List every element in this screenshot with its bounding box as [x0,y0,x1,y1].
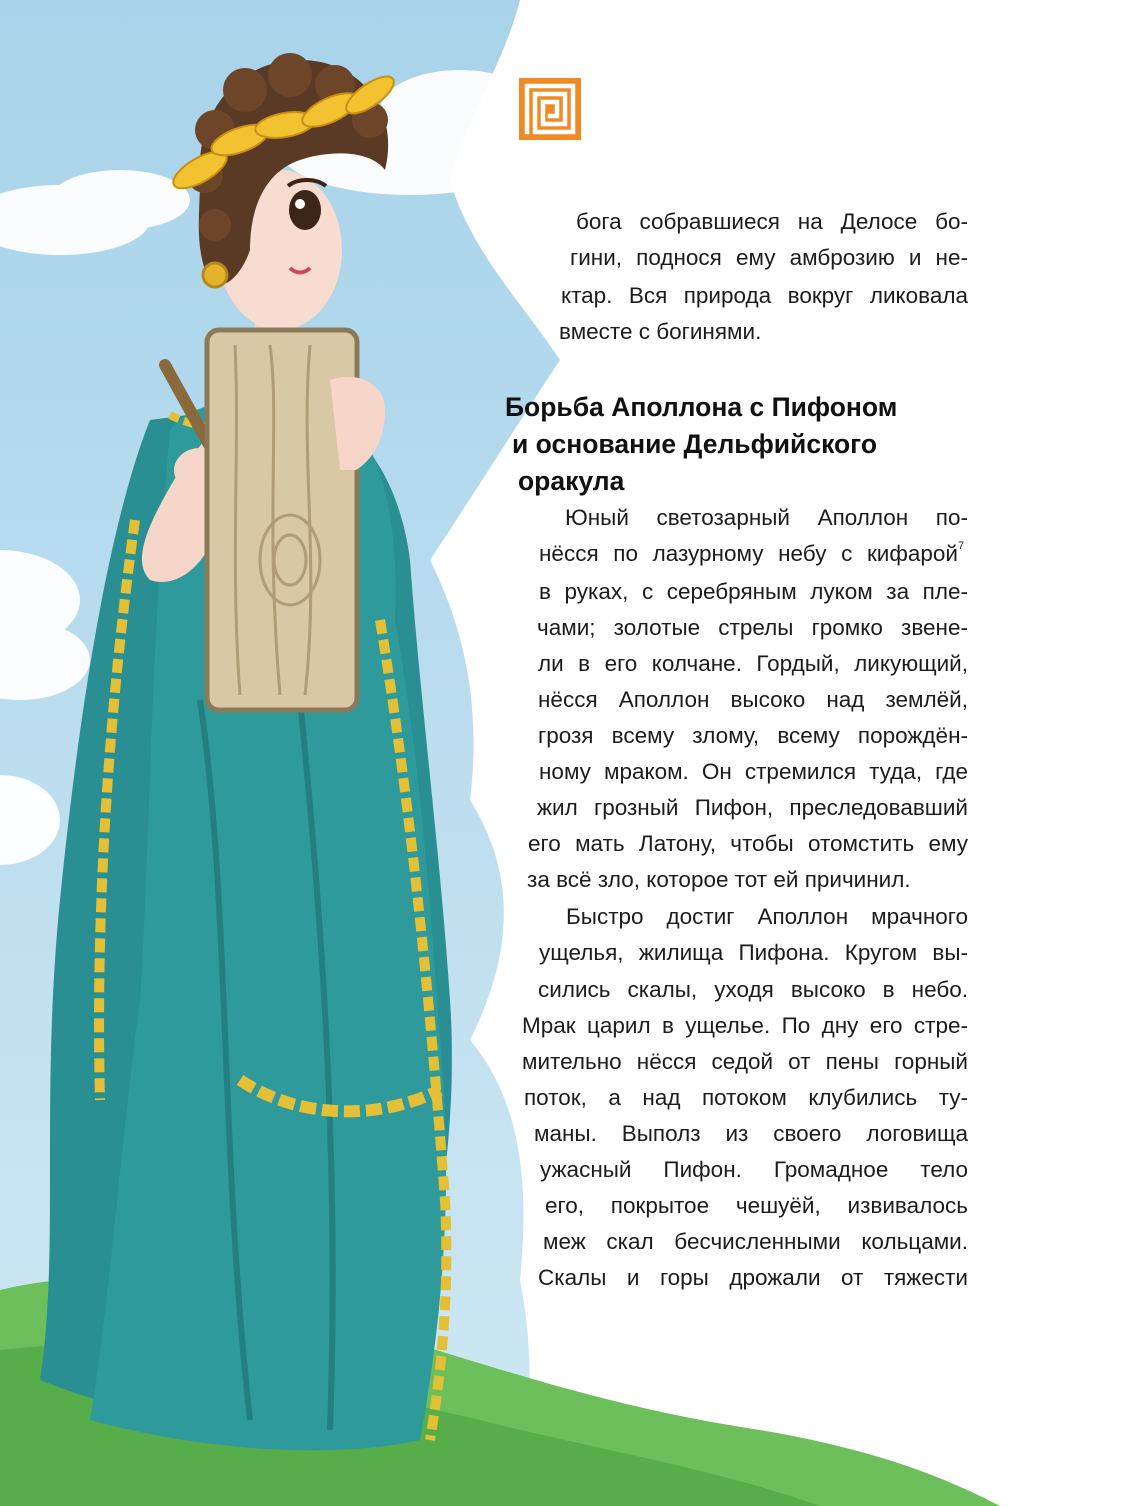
text-line: нёсся по лазурному небу с кифарой [539,541,958,566]
text-line: ктар. Вся природа вокруг ликовала [561,283,968,308]
text-line: мительно нёсся седой от пены горный [522,1049,968,1074]
text-line: его мать Латону, чтобы отомстить ему [528,831,968,856]
text-line: ли в его колчане. Гордый, ликующий, [538,651,968,676]
text-line: Быстро достиг Аполлон мрачного [566,904,968,929]
text-line: грозя всему злому, всему порождён- [538,723,968,748]
text-line: нёсся Аполлон высоко над землёй, [538,687,968,712]
text-line: ужасный Пифон. Громадное тело [540,1157,968,1182]
section-title: Борьба Аполлона с Пифоном [505,392,898,422]
text-line: вместе с богинями. [559,319,762,344]
text-line: маны. Выполз из своего логовища [534,1121,968,1146]
text-line: за всё зло, которое тот ей причинил. [527,867,911,892]
text-line: его, покрытое чешуёй, извивалось [545,1193,968,1218]
text-line: меж скал бесчисленными кольцами. [543,1229,968,1254]
text-line: Мрак царил в ущелье. По дну его стре- [522,1013,968,1038]
text-line: Юный светозарный Аполлон по- [565,505,968,530]
text-line: сились скалы, уходя высоко в небо. [538,977,968,1002]
text-line: в руках, с серебряным луком за пле- [539,579,968,604]
section-title: оракула [518,466,625,496]
text-line: поток, а над потоком клубились ту- [524,1085,968,1110]
text-line: бога собравшиеся на Делосе бо- [576,209,968,234]
text-line: гини, поднося ему амброзию и не- [570,245,968,270]
text-line: ущелья, жилища Пифона. Кругом вы- [539,940,968,965]
text-line: ному мраком. Он стремился туда, где [539,759,968,784]
text-line: жил грозный Пифон, преследовавший [537,795,968,820]
footnote-mark: 7 [958,540,965,552]
text-line: чами; золотые стрелы громко звене- [537,615,968,640]
text-line: Скалы и горы дрожали от тяжести [538,1265,968,1290]
section-title: и основание Дельфийского [512,429,878,459]
